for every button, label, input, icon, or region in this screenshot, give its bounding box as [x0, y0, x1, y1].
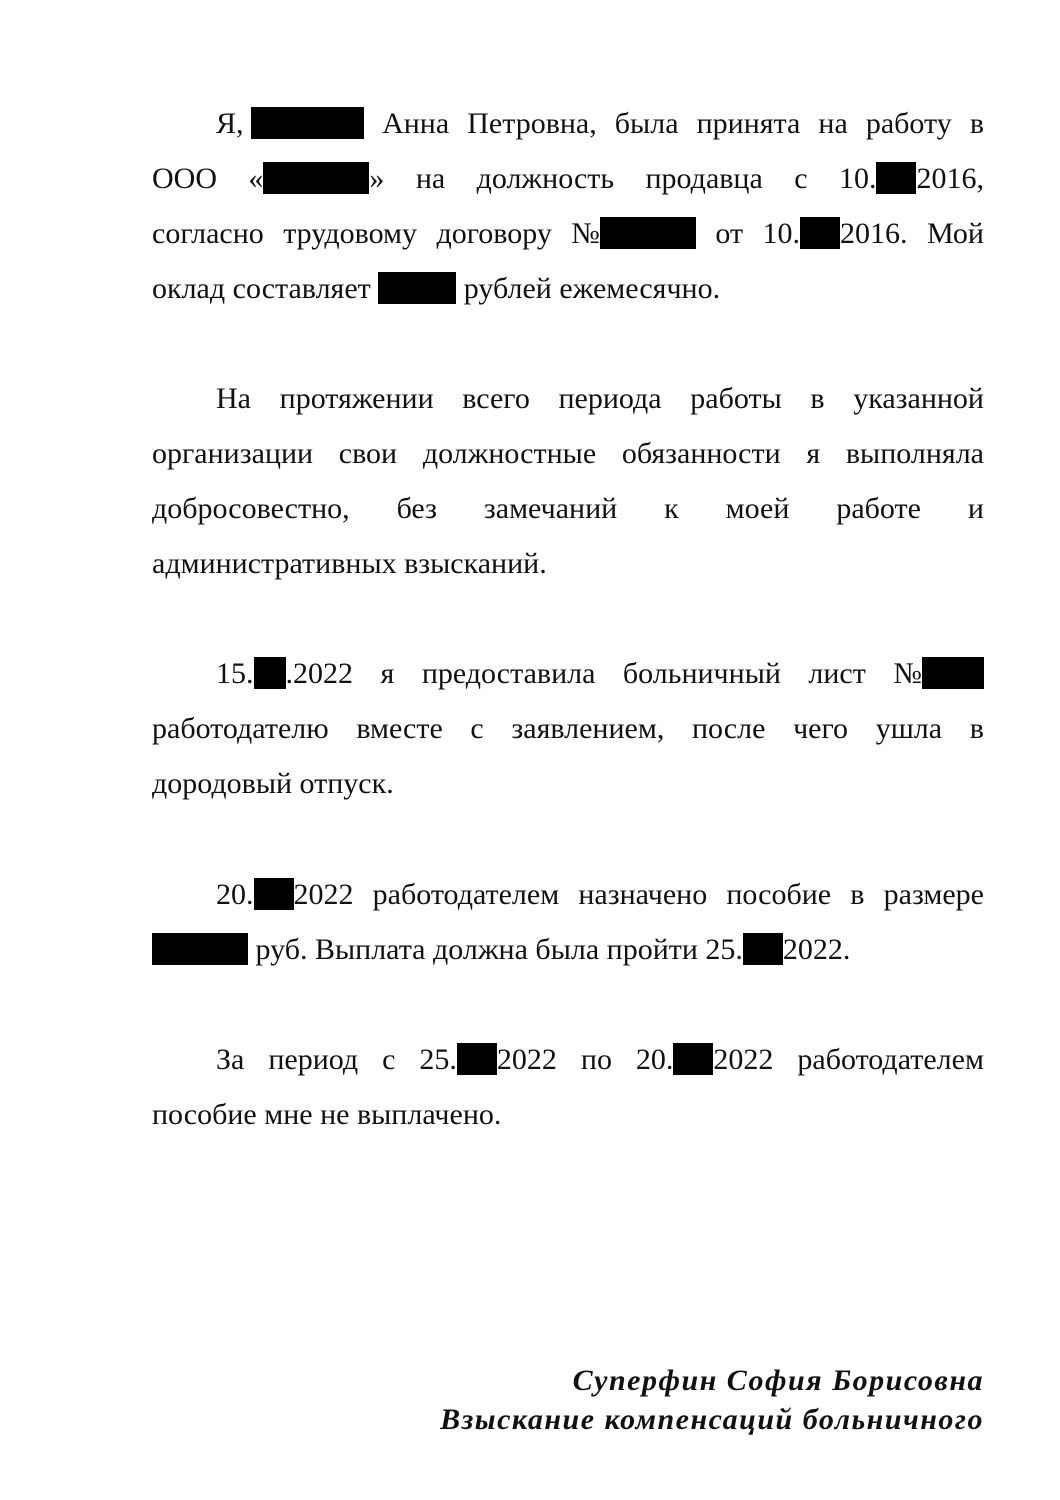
word: договору [436, 217, 552, 250]
word: после [692, 712, 766, 745]
text-fragment: рублей ежемесячно. [463, 272, 721, 305]
word: ушла [875, 712, 943, 745]
word: размере [883, 878, 984, 911]
signature-title: Взыскание компенсаций больничного [440, 1403, 984, 1436]
word: Петровна, [467, 107, 597, 140]
word: должностные [422, 437, 597, 470]
word: 10. [838, 162, 877, 195]
word: № [893, 657, 922, 690]
word: работодателем [372, 878, 560, 911]
word: замечаний [483, 492, 618, 525]
word: 2022 [496, 1043, 557, 1076]
redaction-benefit-amount [152, 933, 248, 965]
word: в [969, 712, 984, 745]
word: вместе [356, 712, 443, 745]
word: период [268, 1043, 359, 1076]
word: 15. [216, 657, 254, 690]
word: организации [152, 437, 314, 470]
word: была [614, 107, 679, 140]
word: указанной [853, 382, 984, 415]
redaction-month [800, 217, 840, 249]
word: ООО [152, 162, 217, 195]
paragraph-2-line-2 [152, 426, 984, 482]
word: чего [793, 712, 849, 745]
word: предоставила [421, 657, 596, 690]
redaction-company [263, 162, 369, 194]
word: без [396, 492, 437, 525]
redaction-surname [251, 107, 364, 139]
word: работодателю [152, 712, 329, 745]
paragraph-1-line-3 [152, 206, 984, 262]
redaction-month [457, 1043, 497, 1075]
paragraph-2-line-4: административных взысканий. [152, 547, 547, 580]
word: Мой [926, 217, 984, 250]
redaction-sick-leave-number [922, 657, 984, 689]
word: с [794, 162, 808, 195]
word: я [806, 437, 821, 470]
word: в [850, 878, 865, 911]
word: работе [836, 492, 921, 525]
word: 25. [419, 1043, 457, 1076]
word: по [580, 1043, 612, 1076]
word: свои [338, 437, 398, 470]
word: от [715, 217, 744, 250]
word: 2022 [293, 878, 354, 911]
word: больничный [622, 657, 781, 690]
word: в [969, 107, 984, 140]
word: 2016. [840, 217, 908, 250]
word: протяжении [279, 382, 434, 415]
word: обязанности [621, 437, 781, 470]
word: назначено [578, 878, 708, 911]
redaction-month [254, 878, 294, 910]
word: принята [696, 107, 801, 140]
word: 2022 [713, 1043, 774, 1076]
paragraph-4-line-1 [216, 867, 984, 923]
redaction-month [673, 1043, 713, 1075]
word: Я, [216, 107, 244, 140]
paragraph-3-line-2 [152, 701, 984, 757]
paragraph-2-line-1 [216, 371, 984, 427]
word: должность [476, 162, 615, 195]
word: моей [725, 492, 790, 525]
paragraph-3-line-1 [216, 646, 984, 702]
redaction-month [254, 657, 286, 689]
redaction-salary [378, 272, 456, 304]
word: периода [558, 382, 662, 415]
word: На [216, 382, 251, 415]
word: работодателем [797, 1043, 984, 1076]
word: заявлением, [511, 712, 665, 745]
word: на [818, 107, 848, 140]
signature-name: Суперфин София Борисовна [572, 1364, 984, 1397]
redaction-month [743, 933, 783, 965]
word: на [415, 162, 446, 195]
word: » [369, 162, 385, 195]
word: .2022 [285, 657, 353, 690]
word: к [664, 492, 679, 525]
word: лист [808, 657, 866, 690]
word: добросовестно, [152, 492, 350, 525]
paragraph-1-line-1 [216, 96, 984, 152]
word: 10. [762, 217, 801, 250]
word: работу [865, 107, 952, 140]
word: работы [690, 382, 782, 415]
word: продавца [645, 162, 763, 195]
word: выполняла [845, 437, 984, 470]
paragraph-5-line-2: пособие мне не выплачено. [152, 1098, 502, 1131]
word: Анна [382, 107, 450, 140]
paragraph-1-line-4 [152, 261, 984, 317]
redaction-month [876, 162, 916, 194]
word: 2016, [916, 162, 984, 195]
redaction-contract-number [600, 217, 696, 249]
paragraph-2-line-3 [152, 481, 984, 537]
word: и [967, 492, 984, 525]
word: трудовому [283, 217, 418, 250]
word: с [470, 712, 484, 745]
word: 20. [216, 878, 254, 911]
word: 20. [635, 1043, 674, 1076]
paragraph-1-line-2 [152, 151, 984, 207]
word: с [382, 1043, 396, 1076]
word: всего [462, 382, 530, 415]
text-fragment: руб. Выплата должна была пройти 25. [255, 933, 743, 966]
text-fragment: 2022. [782, 933, 851, 966]
word: я [380, 657, 395, 690]
word: « [248, 162, 264, 195]
word: согласно [152, 217, 264, 250]
text-fragment: оклад составляет [152, 272, 371, 305]
word: в [810, 382, 825, 415]
paragraph-4-line-2 [152, 922, 984, 978]
word: № [571, 217, 600, 250]
word: За [216, 1043, 245, 1076]
paragraph-5-line-1 [216, 1032, 984, 1088]
word: пособие [726, 878, 832, 911]
paragraph-3-line-3: дородовый отпуск. [152, 767, 394, 800]
